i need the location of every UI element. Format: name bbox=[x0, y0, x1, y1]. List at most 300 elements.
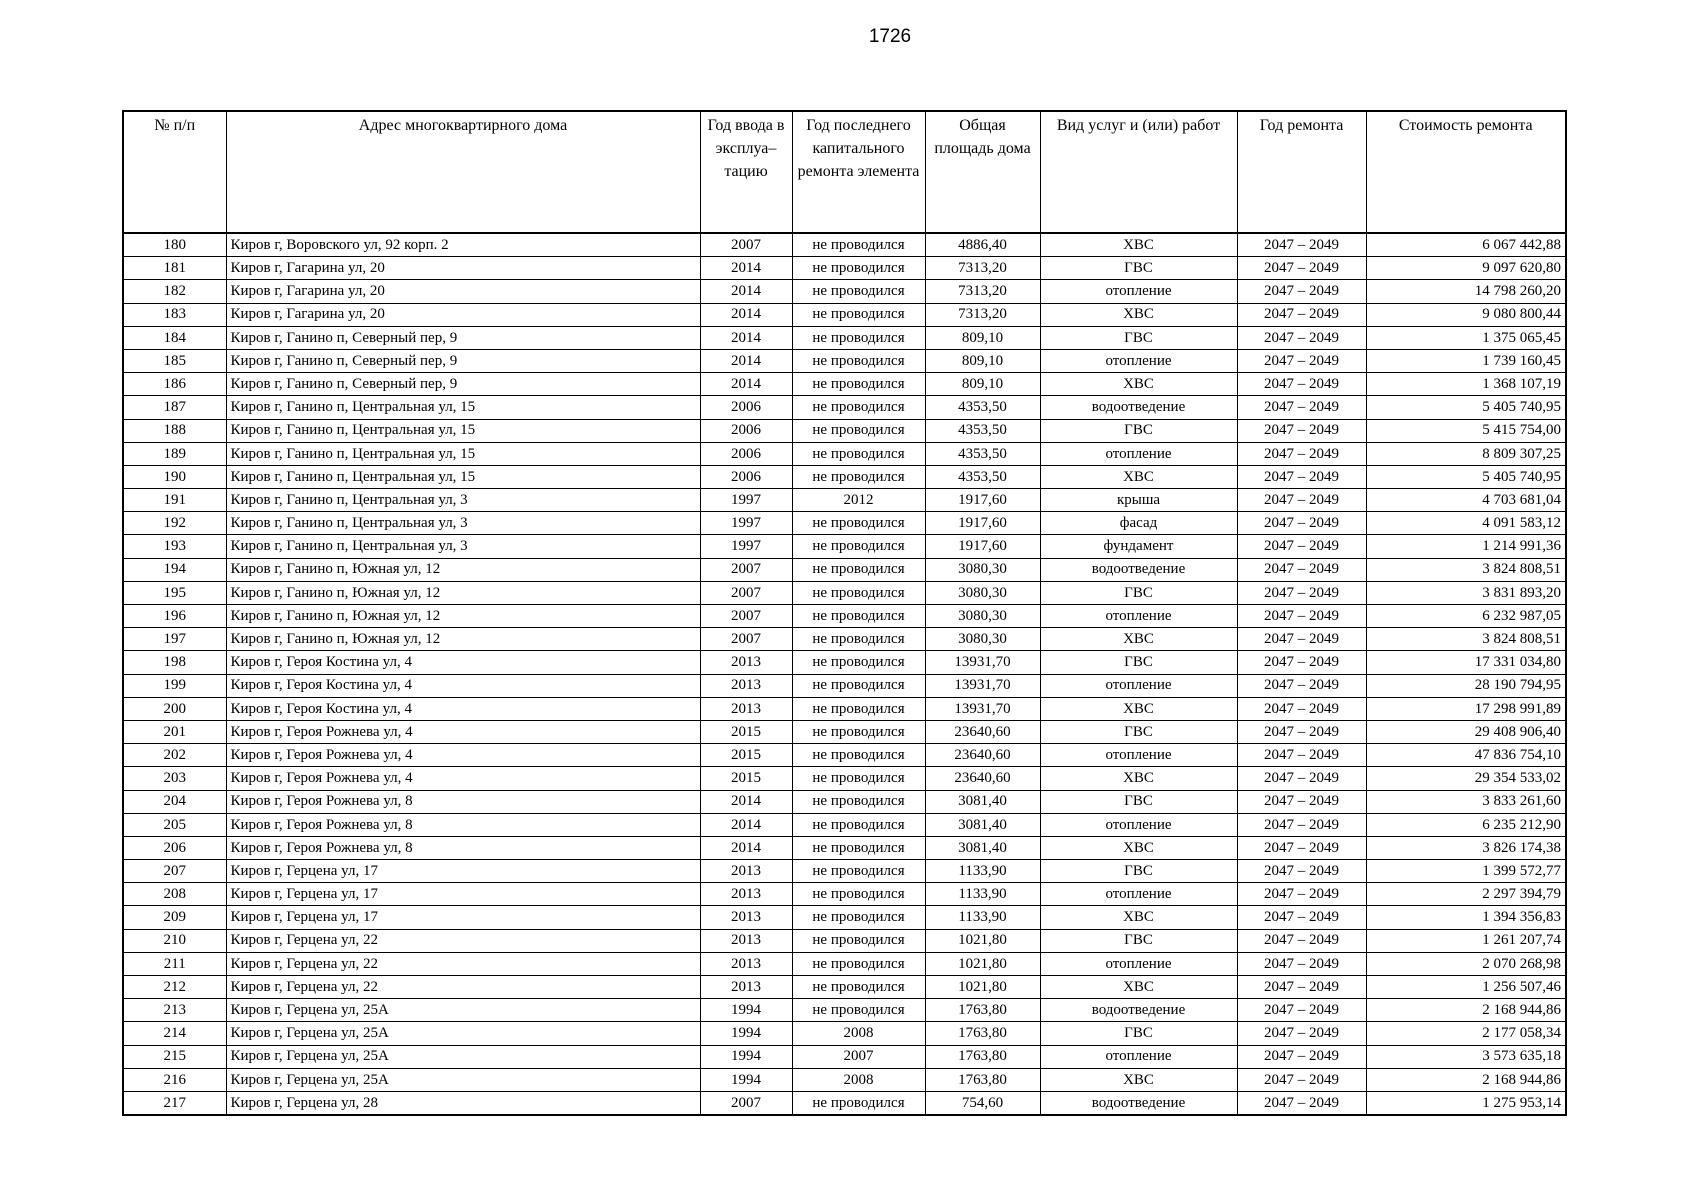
table-row bbox=[123, 512, 1566, 535]
cell-service: ХВС bbox=[1040, 628, 1237, 651]
cell-num: 209 bbox=[123, 906, 226, 929]
cell-num: 206 bbox=[123, 836, 226, 859]
table-row bbox=[123, 860, 1566, 883]
cell-last-repair: не проводился bbox=[792, 999, 925, 1022]
cell-repair-year: 2047 – 2049 bbox=[1237, 233, 1366, 257]
cell-address: Киров г, Героя Рожнева ул, 4 bbox=[226, 744, 700, 767]
cell-repair-year: 2047 – 2049 bbox=[1237, 280, 1366, 303]
cell-year-built: 2006 bbox=[700, 419, 792, 442]
cell-last-repair: не проводился bbox=[792, 744, 925, 767]
cell-service: ХВС bbox=[1040, 767, 1237, 790]
cell-service: водоотведение bbox=[1040, 1091, 1237, 1115]
cell-year-built: 2013 bbox=[700, 697, 792, 720]
table-row bbox=[123, 257, 1566, 280]
cell-address: Киров г, Героя Рожнева ул, 4 bbox=[226, 767, 700, 790]
cell-address: Киров г, Герцена ул, 17 bbox=[226, 906, 700, 929]
cell-address: Киров г, Воровского ул, 92 корп. 2 bbox=[226, 233, 700, 257]
cell-repair-year: 2047 – 2049 bbox=[1237, 813, 1366, 836]
cell-num: 212 bbox=[123, 976, 226, 999]
cell-year-built: 2015 bbox=[700, 767, 792, 790]
cell-year-built: 1994 bbox=[700, 1045, 792, 1068]
cell-repair-year: 2047 – 2049 bbox=[1237, 396, 1366, 419]
cell-address: Киров г, Ганино п, Центральная ул, 15 bbox=[226, 396, 700, 419]
cell-last-repair: не проводился bbox=[792, 465, 925, 488]
cell-year-built: 2014 bbox=[700, 373, 792, 396]
cell-cost: 2 297 394,79 bbox=[1366, 883, 1566, 906]
cell-cost: 4 703 681,04 bbox=[1366, 489, 1566, 512]
cell-area: 1021,80 bbox=[925, 952, 1040, 975]
cell-num: 182 bbox=[123, 280, 226, 303]
cell-service: фундамент bbox=[1040, 535, 1237, 558]
cell-num: 195 bbox=[123, 581, 226, 604]
cell-cost: 6 232 987,05 bbox=[1366, 605, 1566, 628]
header-repair-year: Год ремонта bbox=[1237, 111, 1366, 233]
table-row bbox=[123, 465, 1566, 488]
cell-cost: 5 405 740,95 bbox=[1366, 396, 1566, 419]
cell-service: водоотведение bbox=[1040, 396, 1237, 419]
cell-num: 190 bbox=[123, 465, 226, 488]
cell-service: отопление bbox=[1040, 883, 1237, 906]
table-row bbox=[123, 349, 1566, 372]
cell-num: 187 bbox=[123, 396, 226, 419]
cell-num: 188 bbox=[123, 419, 226, 442]
cell-service: ГВС bbox=[1040, 257, 1237, 280]
cell-year-built: 2013 bbox=[700, 952, 792, 975]
cell-repair-year: 2047 – 2049 bbox=[1237, 257, 1366, 280]
cell-cost: 9 080 800,44 bbox=[1366, 303, 1566, 326]
cell-area: 3080,30 bbox=[925, 558, 1040, 581]
cell-num: 181 bbox=[123, 257, 226, 280]
cell-cost: 29 408 906,40 bbox=[1366, 720, 1566, 743]
table-row bbox=[123, 836, 1566, 859]
table-row bbox=[123, 558, 1566, 581]
cell-service: водоотведение bbox=[1040, 999, 1237, 1022]
cell-repair-year: 2047 – 2049 bbox=[1237, 1022, 1366, 1045]
cell-service: отопление bbox=[1040, 605, 1237, 628]
cell-service: отопление bbox=[1040, 1045, 1237, 1068]
cell-address: Киров г, Герцена ул, 22 bbox=[226, 929, 700, 952]
cell-num: 184 bbox=[123, 326, 226, 349]
cell-service: ГВС bbox=[1040, 929, 1237, 952]
cell-address: Киров г, Героя Рожнева ул, 4 bbox=[226, 720, 700, 743]
cell-year-built: 2014 bbox=[700, 813, 792, 836]
cell-year-built: 2013 bbox=[700, 976, 792, 999]
cell-service: ХВС bbox=[1040, 976, 1237, 999]
cell-cost: 3 573 635,18 bbox=[1366, 1045, 1566, 1068]
cell-last-repair: не проводился bbox=[792, 349, 925, 372]
cell-cost: 3 833 261,60 bbox=[1366, 790, 1566, 813]
cell-cost: 1 394 356,83 bbox=[1366, 906, 1566, 929]
cell-cost: 5 405 740,95 bbox=[1366, 465, 1566, 488]
table-row bbox=[123, 906, 1566, 929]
cell-year-built: 2007 bbox=[700, 1091, 792, 1115]
cell-cost: 2 168 944,86 bbox=[1366, 1068, 1566, 1091]
cell-area: 754,60 bbox=[925, 1091, 1040, 1115]
cell-repair-year: 2047 – 2049 bbox=[1237, 999, 1366, 1022]
cell-year-built: 2013 bbox=[700, 883, 792, 906]
table-row bbox=[123, 883, 1566, 906]
cell-cost: 1 368 107,19 bbox=[1366, 373, 1566, 396]
header-service: Вид услуг и (или) работ bbox=[1040, 111, 1237, 233]
cell-cost: 6 067 442,88 bbox=[1366, 233, 1566, 257]
cell-address: Киров г, Гагарина ул, 20 bbox=[226, 280, 700, 303]
header-address: Адрес многоквартирного дома bbox=[226, 111, 700, 233]
cell-last-repair: не проводился bbox=[792, 767, 925, 790]
cell-last-repair: не проводился bbox=[792, 906, 925, 929]
cell-last-repair: 2008 bbox=[792, 1068, 925, 1091]
table-row bbox=[123, 373, 1566, 396]
table-row bbox=[123, 813, 1566, 836]
cell-service: ГВС bbox=[1040, 1022, 1237, 1045]
cell-repair-year: 2047 – 2049 bbox=[1237, 651, 1366, 674]
cell-area: 809,10 bbox=[925, 326, 1040, 349]
cell-area: 1763,80 bbox=[925, 1045, 1040, 1068]
table-row bbox=[123, 1068, 1566, 1091]
cell-repair-year: 2047 – 2049 bbox=[1237, 976, 1366, 999]
cell-last-repair: не проводился bbox=[792, 860, 925, 883]
cell-cost: 2 177 058,34 bbox=[1366, 1022, 1566, 1045]
cell-address: Киров г, Герцена ул, 17 bbox=[226, 860, 700, 883]
cell-year-built: 2015 bbox=[700, 744, 792, 767]
cell-area: 1917,60 bbox=[925, 489, 1040, 512]
table-row bbox=[123, 535, 1566, 558]
cell-service: ХВС bbox=[1040, 906, 1237, 929]
cell-cost: 47 836 754,10 bbox=[1366, 744, 1566, 767]
cell-num: 204 bbox=[123, 790, 226, 813]
cell-last-repair: не проводился bbox=[792, 558, 925, 581]
cell-cost: 6 235 212,90 bbox=[1366, 813, 1566, 836]
cell-year-built: 2006 bbox=[700, 442, 792, 465]
cell-area: 7313,20 bbox=[925, 257, 1040, 280]
cell-address: Киров г, Героя Костина ул, 4 bbox=[226, 651, 700, 674]
cell-year-built: 2006 bbox=[700, 465, 792, 488]
cell-address: Киров г, Герцена ул, 22 bbox=[226, 976, 700, 999]
cell-area: 1021,80 bbox=[925, 976, 1040, 999]
cell-last-repair: не проводился bbox=[792, 836, 925, 859]
table-body bbox=[123, 233, 1566, 1115]
cell-repair-year: 2047 – 2049 bbox=[1237, 581, 1366, 604]
cell-num: 211 bbox=[123, 952, 226, 975]
cell-cost: 9 097 620,80 bbox=[1366, 257, 1566, 280]
cell-year-built: 2007 bbox=[700, 581, 792, 604]
cell-address: Киров г, Ганино п, Центральная ул, 15 bbox=[226, 465, 700, 488]
table-row bbox=[123, 605, 1566, 628]
cell-service: отопление bbox=[1040, 952, 1237, 975]
cell-service: ХВС bbox=[1040, 233, 1237, 257]
cell-num: 189 bbox=[123, 442, 226, 465]
cell-area: 3080,30 bbox=[925, 628, 1040, 651]
cell-area: 13931,70 bbox=[925, 651, 1040, 674]
cell-num: 215 bbox=[123, 1045, 226, 1068]
cell-last-repair: не проводился bbox=[792, 233, 925, 257]
cell-address: Киров г, Ганино п, Центральная ул, 15 bbox=[226, 442, 700, 465]
cell-num: 199 bbox=[123, 674, 226, 697]
cell-area: 1917,60 bbox=[925, 512, 1040, 535]
cell-area: 7313,20 bbox=[925, 280, 1040, 303]
cell-year-built: 1994 bbox=[700, 999, 792, 1022]
cell-year-built: 2007 bbox=[700, 628, 792, 651]
cell-area: 4886,40 bbox=[925, 233, 1040, 257]
cell-address: Киров г, Героя Костина ул, 4 bbox=[226, 697, 700, 720]
cell-cost: 3 824 808,51 bbox=[1366, 628, 1566, 651]
cell-address: Киров г, Герцена ул, 25А bbox=[226, 999, 700, 1022]
cell-address: Киров г, Ганино п, Центральная ул, 3 bbox=[226, 535, 700, 558]
cell-cost: 4 091 583,12 bbox=[1366, 512, 1566, 535]
cell-last-repair: 2012 bbox=[792, 489, 925, 512]
table-row bbox=[123, 976, 1566, 999]
cell-last-repair: не проводился bbox=[792, 697, 925, 720]
cell-area: 3081,40 bbox=[925, 790, 1040, 813]
cell-year-built: 2015 bbox=[700, 720, 792, 743]
cell-service: фасад bbox=[1040, 512, 1237, 535]
cell-area: 1133,90 bbox=[925, 906, 1040, 929]
cell-cost: 28 190 794,95 bbox=[1366, 674, 1566, 697]
cell-last-repair: не проводился bbox=[792, 720, 925, 743]
cell-area: 3081,40 bbox=[925, 813, 1040, 836]
cell-num: 180 bbox=[123, 233, 226, 257]
cell-last-repair: не проводился bbox=[792, 651, 925, 674]
cell-num: 192 bbox=[123, 512, 226, 535]
cell-area: 1133,90 bbox=[925, 883, 1040, 906]
cell-address: Киров г, Герцена ул, 22 bbox=[226, 952, 700, 975]
cell-area: 1763,80 bbox=[925, 999, 1040, 1022]
cell-repair-year: 2047 – 2049 bbox=[1237, 628, 1366, 651]
cell-address: Киров г, Героя Рожнева ул, 8 bbox=[226, 813, 700, 836]
cell-service: отопление bbox=[1040, 813, 1237, 836]
cell-service: отопление bbox=[1040, 280, 1237, 303]
table-row bbox=[123, 929, 1566, 952]
table-row bbox=[123, 1091, 1566, 1115]
cell-area: 1917,60 bbox=[925, 535, 1040, 558]
cell-address: Киров г, Ганино п, Северный пер, 9 bbox=[226, 373, 700, 396]
cell-num: 183 bbox=[123, 303, 226, 326]
cell-year-built: 2014 bbox=[700, 257, 792, 280]
cell-last-repair: не проводился bbox=[792, 581, 925, 604]
header-cost: Стоимость ремонта bbox=[1366, 111, 1566, 233]
cell-area: 809,10 bbox=[925, 373, 1040, 396]
cell-num: 185 bbox=[123, 349, 226, 372]
cell-num: 194 bbox=[123, 558, 226, 581]
cell-repair-year: 2047 – 2049 bbox=[1237, 1068, 1366, 1091]
table-row bbox=[123, 442, 1566, 465]
cell-last-repair: не проводился bbox=[792, 813, 925, 836]
cell-area: 23640,60 bbox=[925, 767, 1040, 790]
table-row bbox=[123, 628, 1566, 651]
cell-address: Киров г, Ганино п, Южная ул, 12 bbox=[226, 581, 700, 604]
cell-area: 1763,80 bbox=[925, 1068, 1040, 1091]
cell-cost: 5 415 754,00 bbox=[1366, 419, 1566, 442]
cell-year-built: 2013 bbox=[700, 651, 792, 674]
table-row bbox=[123, 744, 1566, 767]
cell-year-built: 2013 bbox=[700, 929, 792, 952]
cell-area: 4353,50 bbox=[925, 442, 1040, 465]
cell-cost: 1 275 953,14 bbox=[1366, 1091, 1566, 1115]
cell-service: ГВС bbox=[1040, 860, 1237, 883]
cell-num: 202 bbox=[123, 744, 226, 767]
cell-address: Киров г, Гагарина ул, 20 bbox=[226, 257, 700, 280]
cell-num: 193 bbox=[123, 535, 226, 558]
cell-address: Киров г, Герцена ул, 25А bbox=[226, 1022, 700, 1045]
cell-year-built: 2007 bbox=[700, 558, 792, 581]
cell-cost: 17 331 034,80 bbox=[1366, 651, 1566, 674]
table-row bbox=[123, 1022, 1566, 1045]
table-row bbox=[123, 1045, 1566, 1068]
table-row bbox=[123, 326, 1566, 349]
cell-service: ГВС bbox=[1040, 326, 1237, 349]
cell-last-repair: не проводился bbox=[792, 326, 925, 349]
cell-repair-year: 2047 – 2049 bbox=[1237, 720, 1366, 743]
cell-last-repair: не проводился bbox=[792, 628, 925, 651]
cell-address: Киров г, Ганино п, Северный пер, 9 bbox=[226, 326, 700, 349]
cell-address: Киров г, Герцена ул, 28 bbox=[226, 1091, 700, 1115]
cell-year-built: 1994 bbox=[700, 1068, 792, 1091]
cell-last-repair: не проводился bbox=[792, 952, 925, 975]
cell-num: 210 bbox=[123, 929, 226, 952]
cell-year-built: 2013 bbox=[700, 674, 792, 697]
cell-year-built: 1997 bbox=[700, 512, 792, 535]
cell-area: 4353,50 bbox=[925, 396, 1040, 419]
table-row bbox=[123, 396, 1566, 419]
cell-repair-year: 2047 – 2049 bbox=[1237, 836, 1366, 859]
cell-year-built: 2014 bbox=[700, 326, 792, 349]
cell-num: 197 bbox=[123, 628, 226, 651]
cell-year-built: 2006 bbox=[700, 396, 792, 419]
cell-year-built: 2013 bbox=[700, 906, 792, 929]
cell-year-built: 2014 bbox=[700, 349, 792, 372]
cell-cost: 17 298 991,89 bbox=[1366, 697, 1566, 720]
cell-address: Киров г, Ганино п, Северный пер, 9 bbox=[226, 349, 700, 372]
cell-area: 3080,30 bbox=[925, 605, 1040, 628]
cell-num: 196 bbox=[123, 605, 226, 628]
page-number: 1726 bbox=[868, 26, 912, 47]
table-row bbox=[123, 767, 1566, 790]
cell-year-built: 2013 bbox=[700, 860, 792, 883]
cell-address: Киров г, Героя Костина ул, 4 bbox=[226, 674, 700, 697]
cell-area: 7313,20 bbox=[925, 303, 1040, 326]
cell-cost: 1 375 065,45 bbox=[1366, 326, 1566, 349]
cell-num: 213 bbox=[123, 999, 226, 1022]
cell-area: 3081,40 bbox=[925, 836, 1040, 859]
cell-num: 186 bbox=[123, 373, 226, 396]
cell-area: 4353,50 bbox=[925, 419, 1040, 442]
table-row bbox=[123, 999, 1566, 1022]
repair-registry-table bbox=[122, 110, 1567, 1116]
cell-repair-year: 2047 – 2049 bbox=[1237, 512, 1366, 535]
cell-cost: 2 070 268,98 bbox=[1366, 952, 1566, 975]
cell-service: ХВС bbox=[1040, 303, 1237, 326]
cell-area: 13931,70 bbox=[925, 674, 1040, 697]
table-row bbox=[123, 581, 1566, 604]
cell-area: 809,10 bbox=[925, 349, 1040, 372]
cell-service: ГВС bbox=[1040, 651, 1237, 674]
cell-num: 205 bbox=[123, 813, 226, 836]
cell-area: 23640,60 bbox=[925, 744, 1040, 767]
cell-num: 216 bbox=[123, 1068, 226, 1091]
cell-service: ГВС bbox=[1040, 790, 1237, 813]
cell-service: ХВС bbox=[1040, 1068, 1237, 1091]
table-row bbox=[123, 952, 1566, 975]
cell-last-repair: не проводился bbox=[792, 512, 925, 535]
cell-cost: 1 214 991,36 bbox=[1366, 535, 1566, 558]
cell-service: отопление bbox=[1040, 674, 1237, 697]
cell-last-repair: не проводился bbox=[792, 419, 925, 442]
cell-address: Киров г, Героя Рожнева ул, 8 bbox=[226, 790, 700, 813]
cell-cost: 1 256 507,46 bbox=[1366, 976, 1566, 999]
cell-service: ХВС bbox=[1040, 697, 1237, 720]
cell-cost: 8 809 307,25 bbox=[1366, 442, 1566, 465]
cell-last-repair: 2007 bbox=[792, 1045, 925, 1068]
table-row bbox=[123, 303, 1566, 326]
cell-service: ГВС bbox=[1040, 720, 1237, 743]
cell-cost: 1 739 160,45 bbox=[1366, 349, 1566, 372]
cell-area: 1021,80 bbox=[925, 929, 1040, 952]
cell-year-built: 2007 bbox=[700, 605, 792, 628]
cell-repair-year: 2047 – 2049 bbox=[1237, 605, 1366, 628]
cell-cost: 1 261 207,74 bbox=[1366, 929, 1566, 952]
cell-cost: 2 168 944,86 bbox=[1366, 999, 1566, 1022]
cell-num: 191 bbox=[123, 489, 226, 512]
cell-area: 23640,60 bbox=[925, 720, 1040, 743]
table-row bbox=[123, 674, 1566, 697]
table-row bbox=[123, 280, 1566, 303]
cell-year-built: 2014 bbox=[700, 790, 792, 813]
cell-cost: 3 831 893,20 bbox=[1366, 581, 1566, 604]
cell-address: Киров г, Ганино п, Центральная ул, 3 bbox=[226, 489, 700, 512]
cell-repair-year: 2047 – 2049 bbox=[1237, 349, 1366, 372]
cell-service: ХВС bbox=[1040, 465, 1237, 488]
cell-last-repair: не проводился bbox=[792, 303, 925, 326]
cell-last-repair: не проводился bbox=[792, 976, 925, 999]
cell-cost: 3 826 174,38 bbox=[1366, 836, 1566, 859]
cell-service: ХВС bbox=[1040, 836, 1237, 859]
cell-last-repair: 2008 bbox=[792, 1022, 925, 1045]
table-header bbox=[123, 111, 1566, 233]
cell-service: ГВС bbox=[1040, 581, 1237, 604]
cell-last-repair: не проводился bbox=[792, 280, 925, 303]
cell-year-built: 2014 bbox=[700, 280, 792, 303]
cell-area: 4353,50 bbox=[925, 465, 1040, 488]
cell-num: 214 bbox=[123, 1022, 226, 1045]
cell-service: отопление bbox=[1040, 744, 1237, 767]
cell-last-repair: не проводился bbox=[792, 535, 925, 558]
header-area: Общая площадь дома bbox=[925, 111, 1040, 233]
cell-last-repair: не проводился bbox=[792, 674, 925, 697]
header-year-built: Год ввода в эксплуа– тацию bbox=[700, 111, 792, 233]
cell-num: 198 bbox=[123, 651, 226, 674]
cell-area: 13931,70 bbox=[925, 697, 1040, 720]
cell-year-built: 1997 bbox=[700, 535, 792, 558]
cell-repair-year: 2047 – 2049 bbox=[1237, 1045, 1366, 1068]
cell-repair-year: 2047 – 2049 bbox=[1237, 489, 1366, 512]
cell-service: ГВС bbox=[1040, 419, 1237, 442]
cell-repair-year: 2047 – 2049 bbox=[1237, 303, 1366, 326]
cell-service: отопление bbox=[1040, 442, 1237, 465]
cell-area: 1133,90 bbox=[925, 860, 1040, 883]
cell-repair-year: 2047 – 2049 bbox=[1237, 929, 1366, 952]
cell-cost: 3 824 808,51 bbox=[1366, 558, 1566, 581]
cell-repair-year: 2047 – 2049 bbox=[1237, 790, 1366, 813]
table-row bbox=[123, 419, 1566, 442]
cell-address: Киров г, Герцена ул, 25А bbox=[226, 1045, 700, 1068]
cell-repair-year: 2047 – 2049 bbox=[1237, 744, 1366, 767]
cell-last-repair: не проводился bbox=[792, 790, 925, 813]
cell-service: отопление bbox=[1040, 349, 1237, 372]
cell-year-built: 2014 bbox=[700, 836, 792, 859]
cell-address: Киров г, Ганино п, Центральная ул, 3 bbox=[226, 512, 700, 535]
table-row bbox=[123, 790, 1566, 813]
cell-num: 203 bbox=[123, 767, 226, 790]
cell-repair-year: 2047 – 2049 bbox=[1237, 906, 1366, 929]
